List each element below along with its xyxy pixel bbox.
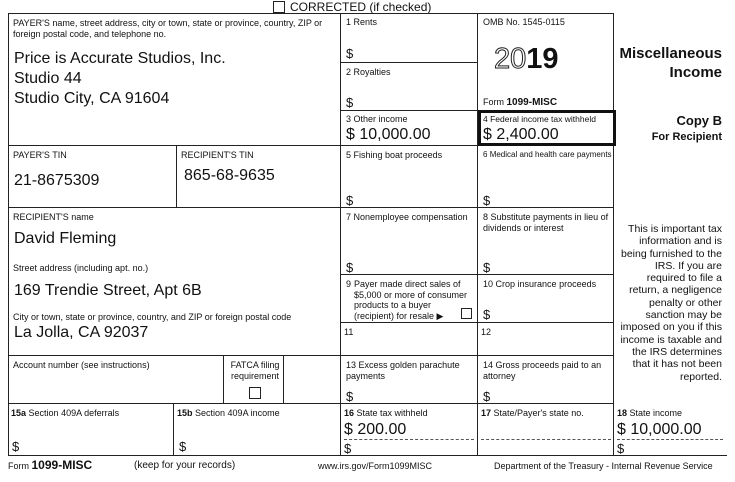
fatca-divider	[283, 356, 284, 404]
box-11-label: 11	[344, 327, 354, 337]
box-9-checkbox[interactable]	[461, 308, 472, 319]
payer-tin-value[interactable]: 21-8675309	[14, 172, 100, 189]
box-15b-label: 15b Section 409A income	[177, 408, 280, 418]
box-4-label: 4 Federal income tax withheld	[483, 114, 596, 124]
payer-name: Price is Accurate Studios, Inc.	[14, 50, 226, 67]
fatca-checkbox[interactable]	[249, 387, 261, 399]
box-8-label: 8 Substitute payments in lieu of dividends or interest	[483, 212, 609, 233]
title-line1: Miscellaneous	[619, 45, 722, 62]
footer-dept: Department of the Treasury - Internal Revenue Service	[494, 461, 713, 471]
copy-b	[614, 113, 722, 145]
recipient-city-label: City or town, state or province, country, and ZIP or foreign postal code	[13, 312, 292, 322]
box-13-label: 13 Excess golden parachute payments	[346, 360, 460, 381]
recipient-name[interactable]: David Fleming	[14, 230, 117, 247]
box-1-amount[interactable]: $	[346, 46, 354, 61]
box-15a-label: 15a Section 409A deferrals	[11, 408, 120, 418]
title-line2: Income	[669, 64, 722, 81]
corrected-label: CORRECTED (if checked)	[290, 0, 432, 14]
fatca-label: FATCA filing requirement	[230, 360, 280, 381]
box-18-amount-2[interactable]: $	[617, 441, 625, 456]
omb-form-name: Form 1099-MISC	[483, 97, 558, 108]
payer-city: Studio City, CA 91604	[14, 90, 170, 107]
box-13-amount[interactable]: $	[346, 389, 354, 404]
footer-form-name: Form 1099-MISC	[8, 458, 93, 472]
account-number-label: Account number (see instructions)	[13, 360, 150, 370]
copy-b-title: Copy B	[676, 113, 722, 128]
box-15b-amount[interactable]: $	[179, 439, 187, 454]
box-6-label: 6 Medical and health care payments	[483, 150, 612, 159]
box-17-label: 17 State/Payer's state no.	[481, 408, 584, 418]
recipient-name-label: RECIPIENT'S name	[13, 212, 94, 222]
box-18-divider	[617, 439, 723, 440]
box-2-amount[interactable]: $	[346, 95, 354, 110]
footer-keep: (keep for your records)	[134, 460, 236, 471]
payer-tin-label: PAYER'S TIN	[13, 150, 67, 160]
box-8-amount[interactable]: $	[483, 260, 491, 275]
box-16-divider	[344, 439, 474, 440]
box-18-label: 18 State income	[617, 408, 683, 418]
box-5-label: 5 Fishing boat proceeds	[346, 150, 443, 160]
box-17-divider	[481, 439, 611, 440]
box-3-label: 3 Other income	[346, 114, 408, 124]
box-3-amount[interactable]: $ 10,000.00	[346, 126, 431, 143]
omb-number: OMB No. 1545-0115	[483, 17, 565, 27]
box-5-amount[interactable]: $	[346, 193, 354, 208]
payer-address: Studio 44	[14, 70, 82, 87]
box-12	[478, 323, 614, 356]
box-14-amount[interactable]: $	[483, 389, 491, 404]
box-9-label: Payer made direct sales of $5,000 or more of consumer products to a buyer (recipient) for resale ▶	[354, 279, 468, 321]
corrected-checkbox[interactable]	[273, 1, 285, 13]
recipient-city[interactable]: La Jolla, CA 92037	[14, 324, 149, 341]
box-7-amount[interactable]: $	[346, 260, 354, 275]
form-title	[614, 44, 722, 82]
recipient-tin-value[interactable]: 865-68-9635	[184, 167, 275, 184]
box-16-amount-2[interactable]: $	[344, 441, 352, 456]
box-1-label: 1 Rents	[346, 17, 378, 27]
box-7-label: 7 Nonemployee compensation	[346, 212, 468, 222]
box-2-label: 2 Royalties	[346, 67, 391, 77]
box-11	[341, 323, 478, 356]
box-10-label: 10 Crop insurance proceeds	[483, 279, 597, 289]
box-15a-amount[interactable]: $	[12, 439, 20, 454]
box-6-amount[interactable]: $	[483, 193, 491, 208]
recipient-street-label: Street address (including apt. no.)	[13, 263, 149, 273]
recipient-tin-label: RECIPIENT'S TIN	[181, 150, 254, 160]
recipient-street[interactable]: 169 Trendie Street, Apt 6B	[14, 282, 202, 299]
box-9-number: 9	[346, 279, 352, 289]
box-16-amount-1[interactable]: $ 200.00	[344, 421, 407, 438]
footer-url: www.irs.gov/Form1099MISC	[318, 461, 433, 471]
copy-b-for: For Recipient	[651, 131, 722, 143]
payer-label: PAYER'S name, street address, city or town, state or province, country, ZIP or foreign postal code, and telephone no.	[13, 18, 323, 39]
box-4-amount[interactable]: $ 2,400.00	[483, 126, 559, 143]
box-18-amount-1[interactable]: $ 10,000.00	[617, 421, 702, 438]
box-14-label: 14 Gross proceeds paid to an attorney	[483, 360, 602, 381]
important-notice: This is important tax information and is being furnished to the IRS. If you are required to file a return, a negligence penalty or other sanction may be imposed on you if this income is taxable and the IRS determines that it has not been reported.	[620, 223, 722, 383]
box-10-amount[interactable]: $	[483, 307, 491, 322]
tax-year: 2019	[494, 43, 559, 75]
box-16-label: 16 State tax withheld	[344, 408, 428, 418]
box-12-label: 12	[481, 327, 492, 337]
